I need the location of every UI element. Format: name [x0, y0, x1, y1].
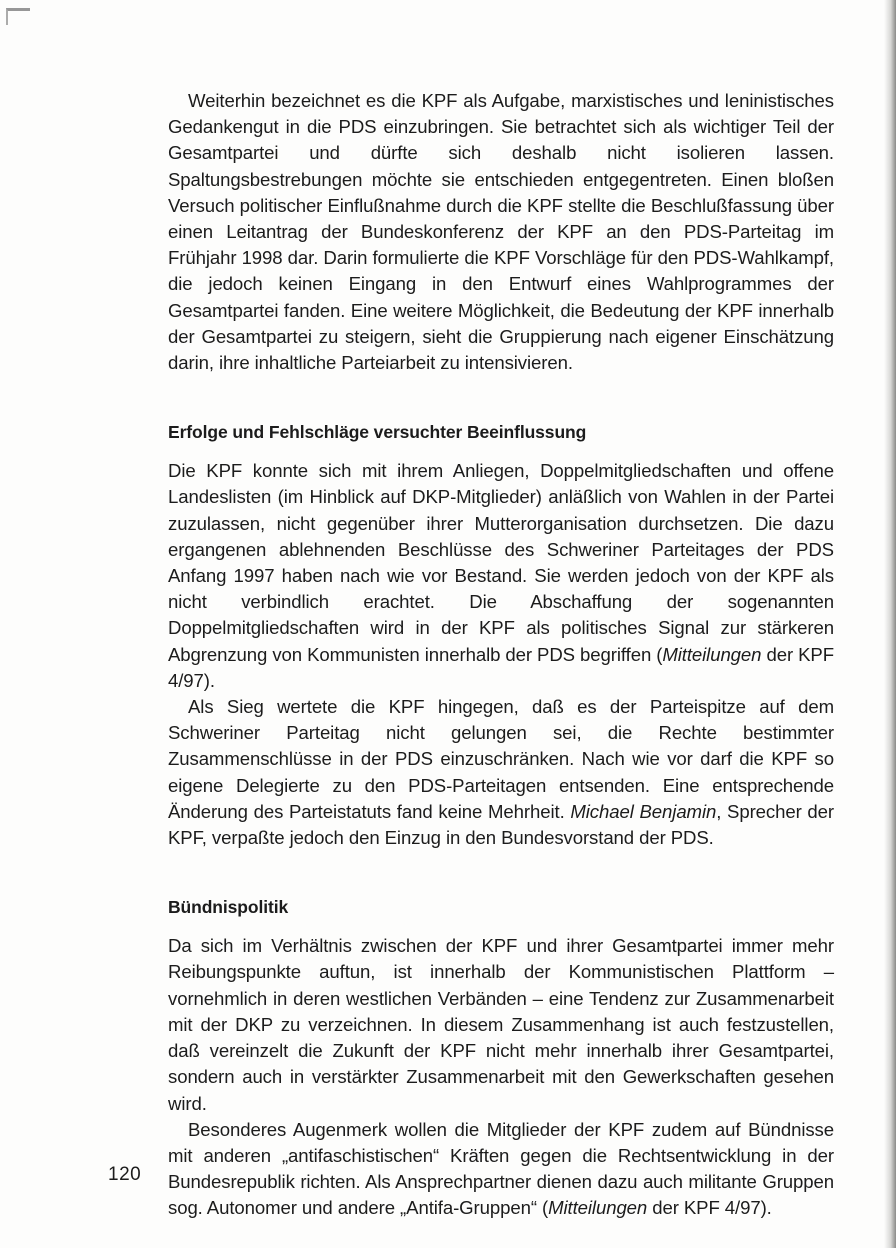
section-heading-erfolge: Erfolge und Fehlschläge versuchter Beeinflussung [168, 422, 587, 443]
scan-corner-mark [6, 8, 30, 25]
intro-paragraph: Weiterhin bezeichnet es die KPF als Aufgabe, marxistisches und leninistisches Gedankengut in die PDS einzubringen. Sie betrachtet sich als wichtiger Teil der Gesamtpartei und dürfte sich deshalb nicht isolieren lassen. Spaltungsbestrebungen möchte sie entschieden entgegentreten. Einen bloßen Versuch politischer Einflußnahme durch die KPF stellte die Beschlußfassung über einen Leitantrag der Bundeskonferenz der KPF an den PDS-Parteitag im Frühjahr 1998 dar. Darin formulierte die KPF Vorschläge für den PDS-Wahlkampf, die jedoch keinen Eingang in den Entwurf eines Wahlprogrammes der Gesamtpartei fanden. Eine weitere Möglichkeit, die Bedeutung der KPF innerhalb der Gesamtpartei zu steigern, sieht die Gruppierung nach eigener Einschätzung darin, ihre inhaltliche Parteiarbeit zu intensivieren. [168, 90, 834, 374]
page-number: 120 [108, 1164, 142, 1185]
buendnis-paragraph-2: Besonderes Augenmerk wollen die Mitglieder der KPF zudem auf Bündnisse mit anderen „antifaschistischen“ Kräften gegen die Rechtsentwicklung in der Bundesrepublik richten. Als Ansprechpartner dienen dazu auch militante Gruppen sog. Autonomer und andere „Antifa-Gruppen“ (Mitteilungen der KPF 4/97). [168, 1118, 834, 1219]
section-heading-buendnis: Bündnispolitik [168, 897, 289, 918]
erfolge-paragraph-1: Die KPF konnte sich mit ihrem Anliegen, Doppelmitgliedschaften und offene Landeslisten (im Hinblick auf DKP-Mitglieder) anläßlich von Wahlen in der Partei zuzulassen, nicht gegenüber ihrer Mutterorganisation durchsetzen. Die dazu ergangenen ablehnenden Beschlüsse des Schweriner Parteitages der PDS Anfang 1997 haben nach wie vor Bestand. Sie werden jedoch von der KPF als nicht verbindlich erachtet. Die Abschaffung der sogenannten Doppelmitgliedschaften wird in der KPF als politisches Signal zur stärkeren Abgrenzung von Kommunisten innerhalb der PDS begriffen (Mitteilungen der KPF 4/97). [168, 460, 834, 691]
page-edge-shadow [884, 0, 896, 1248]
erfolge-paragraph-2: Als Sieg wertete die KPF hingegen, daß es der Parteispitze auf dem Schweriner Parteitag nicht gelungen sei, die Rechte bestimmter Zusammenschlüsse in der PDS einzuschränken. Nach wie vor darf die KPF so eigene Delegierte zu den PDS-Parteitagen entsenden. Eine entsprechende Änderung des Parteistatuts fand keine Mehrheit. Michael Benjamin, Sprecher der KPF, verpaßte jedoch den Einzug in den Bundesvorstand der PDS. [168, 696, 835, 849]
page-body [168, 88, 834, 1222]
buendnis-paragraph-1: Da sich im Verhältnis zwischen der KPF und ihrer Gesamtpartei immer mehr Reibungspunkte auftun, ist innerhalb der Kommunistischen Plattform – vornehmlich in deren westlichen Verbänden – eine Tendenz zur Zusammenarbeit mit der DKP zu verzeichnen. In diesem Zusammenhang ist auch festzustellen, daß vereinzelt die Zukunft der KPF nicht mehr innerhalb ihrer Gesamtpartei, sondern auch in verstärkter Zusammenarbeit mit den Gewerkschaften gesehen wird. [168, 935, 834, 1114]
